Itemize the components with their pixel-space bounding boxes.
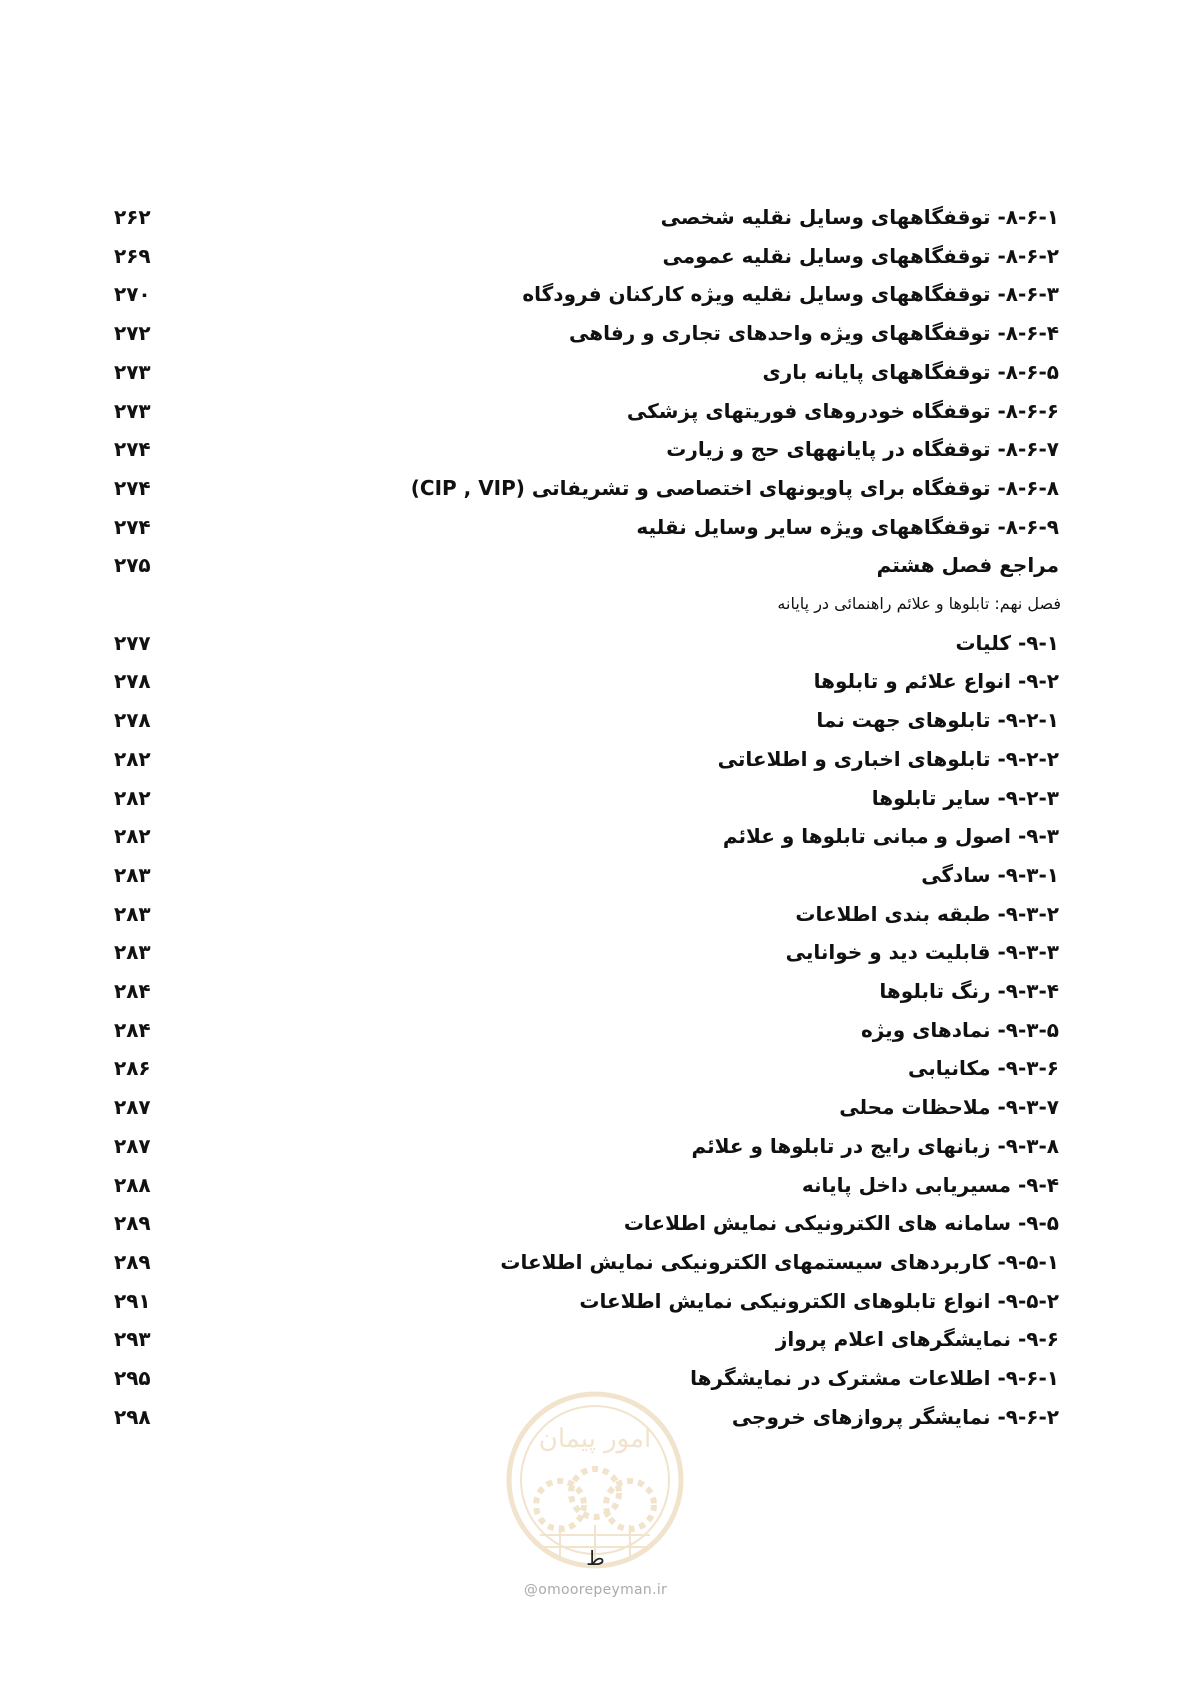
toc-entry-title: ۹-۶-۲- نمایشگر پروازهای خروجی xyxy=(731,1404,1059,1429)
toc-entry xyxy=(0,739,1191,779)
toc-entry xyxy=(0,1319,1191,1359)
toc-entry-title: مراجع فصل هشتم xyxy=(876,553,1059,578)
toc-entry-page-number: ۲۷۸ xyxy=(114,708,151,733)
toc-entry xyxy=(0,429,1191,469)
toc-entry xyxy=(0,468,1191,508)
toc-entry-page-number: ۲۸۲ xyxy=(114,746,151,771)
toc-entry xyxy=(0,1165,1191,1205)
toc-entry-page-number: ۲۸۳ xyxy=(114,862,151,887)
toc-entry-page-number: ۲۸۸ xyxy=(114,1172,151,1197)
toc-entry xyxy=(0,623,1191,663)
toc-entry-title: ۹-۲-۳- سایر تابلوها xyxy=(871,785,1059,810)
toc-entry xyxy=(0,1087,1191,1127)
toc-entry xyxy=(0,932,1191,972)
toc-entry-title: ۸-۶-۶- توقفگاه خودروهای فوریتهای پزشکی xyxy=(626,398,1059,423)
toc-entry-title: ۹-۲-۲- تابلوهای اخباری و اطلاعاتی xyxy=(717,746,1059,771)
toc-entry xyxy=(0,855,1191,895)
toc-entry-page-number: ۲۷۵ xyxy=(114,553,151,578)
toc-entry-page-number: ۲۹۸ xyxy=(114,1404,151,1429)
toc-entry-page-number: ۲۷۸ xyxy=(114,669,151,694)
toc-entry-page-number: ۲۷۳ xyxy=(114,359,151,384)
toc-entry-page-number: ۲۸۹ xyxy=(114,1211,151,1236)
toc-entry xyxy=(0,352,1191,392)
toc-entry-title: ۹-۳-۸- زبانهای رایج در تابلوها و علائم xyxy=(691,1133,1059,1158)
toc-entry-page-number: ۲۸۷ xyxy=(114,1095,151,1120)
toc-entry xyxy=(0,236,1191,276)
toc-entry xyxy=(0,391,1191,431)
toc-entry xyxy=(0,197,1191,237)
toc-entry xyxy=(0,507,1191,547)
toc-entry-title: ۹-۲-۱- تابلوهای جهت نما xyxy=(816,708,1059,733)
toc-entry-title: ۸-۶-۱- توقفگاههای وسایل نقلیه شخصی xyxy=(660,205,1059,229)
toc-entry-title: ۹-۵-۲- انواع تابلوهای الکترونیکی نمایش اطلاعات xyxy=(579,1288,1059,1313)
toc-entry-title: ۸-۶-۸- توقفگاه برای پاویونهای اختصاصی و تشریفاتی (CIP , VIP) xyxy=(410,475,1059,500)
toc-entry-page-number xyxy=(114,584,174,624)
toc-entry-page-number: ۲۸۶ xyxy=(114,1056,151,1081)
toc-entry-page-number: ۲۷۲ xyxy=(114,321,151,346)
toc-entry-page-number: ۲۸۴ xyxy=(114,979,151,1003)
toc-entry-title: ۸-۶-۳- توقفگاههای وسایل نقلیه ویژه کارکنان فرودگاه xyxy=(522,282,1059,307)
toc-entry-title: ۹-۳- اصول و مبانی تابلوها و علائم xyxy=(722,824,1059,849)
toc-entry-title: ۹-۵- سامانه های الکترونیکی نمایش اطلاعات xyxy=(623,1211,1059,1236)
toc-entry-page-number: ۲۷۴ xyxy=(114,475,151,500)
toc-entry-title: ۹-۳-۵- نمادهای ویژه xyxy=(860,1017,1059,1042)
toc-entry xyxy=(0,894,1191,934)
toc-entry-page-number: ۲۸۳ xyxy=(114,901,151,926)
toc-entry-page-number: ۲۸۹ xyxy=(114,1249,151,1274)
toc-entry-page-number: ۲۸۴ xyxy=(114,1017,151,1042)
toc-entry xyxy=(0,313,1191,353)
toc-entry-page-number: ۲۹۵ xyxy=(114,1366,151,1390)
toc-entry xyxy=(0,700,1191,740)
toc-entry-title: ۹-۳-۲- طبقه بندی اطلاعات xyxy=(795,901,1059,926)
svg-text:امور پیمان: امور پیمان xyxy=(538,1424,652,1454)
toc-entry-title: ۹-۶-۱- اطلاعات مشترک در نمایشگرها xyxy=(690,1366,1059,1390)
toc-entry xyxy=(0,1126,1191,1166)
toc-entry-title: ۸-۶-۲- توقفگاههای وسایل نقلیه عمومی xyxy=(662,243,1059,268)
toc-entry-page-number: ۲۸۷ xyxy=(114,1133,151,1158)
toc-entry xyxy=(0,778,1191,818)
toc-entry-title: فصل نهم: تابلوها و علائم راهنمائی در پایانه xyxy=(777,594,1061,613)
toc-entry-title: ۹-۳-۱- سادگی xyxy=(921,862,1059,887)
toc-entry-page-number: ۲۸۲ xyxy=(114,824,151,849)
toc-entry-title: ۹-۲- انواع علائم و تابلوها xyxy=(813,669,1059,694)
toc-entry xyxy=(0,661,1191,701)
page-number-letter: ط xyxy=(586,1546,605,1570)
toc-entry-page-number: ۲۹۳ xyxy=(114,1327,151,1352)
toc-entry-title: ۹-۳-۷- ملاحظات محلی xyxy=(839,1095,1059,1120)
toc-entry xyxy=(0,1010,1191,1050)
toc-entry-page-number: ۲۷۰ xyxy=(114,282,151,307)
toc-entry-page-number: ۲۹۱ xyxy=(114,1288,151,1313)
toc-entry-page-number: ۲۶۹ xyxy=(114,243,151,268)
toc-entry xyxy=(0,274,1191,314)
toc-entry xyxy=(0,816,1191,856)
toc-entry-page-number: ۲۸۳ xyxy=(114,940,151,965)
toc-entry-page-number: ۲۶۲ xyxy=(114,205,151,229)
toc-entry-title: ۹-۱- کلیات xyxy=(955,630,1059,655)
toc-entry-title: ۹-۶- نمایشگرهای اعلام پرواز xyxy=(775,1327,1059,1352)
toc-entry-page-number: ۲۷۴ xyxy=(114,514,151,539)
toc-entry-title: ۹-۵-۱- کاربردهای سیستمهای الکترونیکی نمایش اطلاعات xyxy=(500,1249,1059,1274)
toc-entry-page-number: ۲۷۴ xyxy=(114,437,151,462)
toc-entry xyxy=(0,1242,1191,1282)
toc-entry xyxy=(0,1203,1191,1243)
toc-entry-title: ۸-۶-۴- توقفگاههای ویژه واحدهای تجاری و رفاهی xyxy=(569,321,1059,346)
toc-entry-title: ۸-۶-۷- توقفگاه در پایانههای حج و زیارت xyxy=(666,437,1059,462)
toc-entry-page-number: ۲۷۳ xyxy=(114,398,151,423)
toc-entry-title: ۹-۳-۶- مکانیابی xyxy=(908,1056,1059,1081)
toc-entry-title: ۹-۳-۳- قابلیت دید و خوانایی xyxy=(785,940,1059,965)
chapter-heading xyxy=(0,584,1191,624)
toc-entry-title: ۹-۳-۴- رنگ تابلوها xyxy=(879,979,1059,1003)
watermark-url: @omoorepeyman.ir xyxy=(523,1582,668,1598)
toc-entry xyxy=(0,971,1191,1011)
toc-entry-title: ۸-۶-۹- توقفگاههای ویژه سایر وسایل نقلیه xyxy=(636,514,1059,539)
toc-entry xyxy=(0,1281,1191,1321)
toc-entry-page-number: ۲۸۲ xyxy=(114,785,151,810)
toc-entry xyxy=(0,545,1191,585)
toc-entry xyxy=(0,1048,1191,1088)
toc-entry-title: ۹-۴- مسیریابی داخل پایانه xyxy=(801,1172,1059,1197)
toc-entry-title: ۸-۶-۵- توقفگاههای پایانه باری xyxy=(762,359,1059,384)
toc-entry-page-number: ۲۷۷ xyxy=(114,630,151,655)
